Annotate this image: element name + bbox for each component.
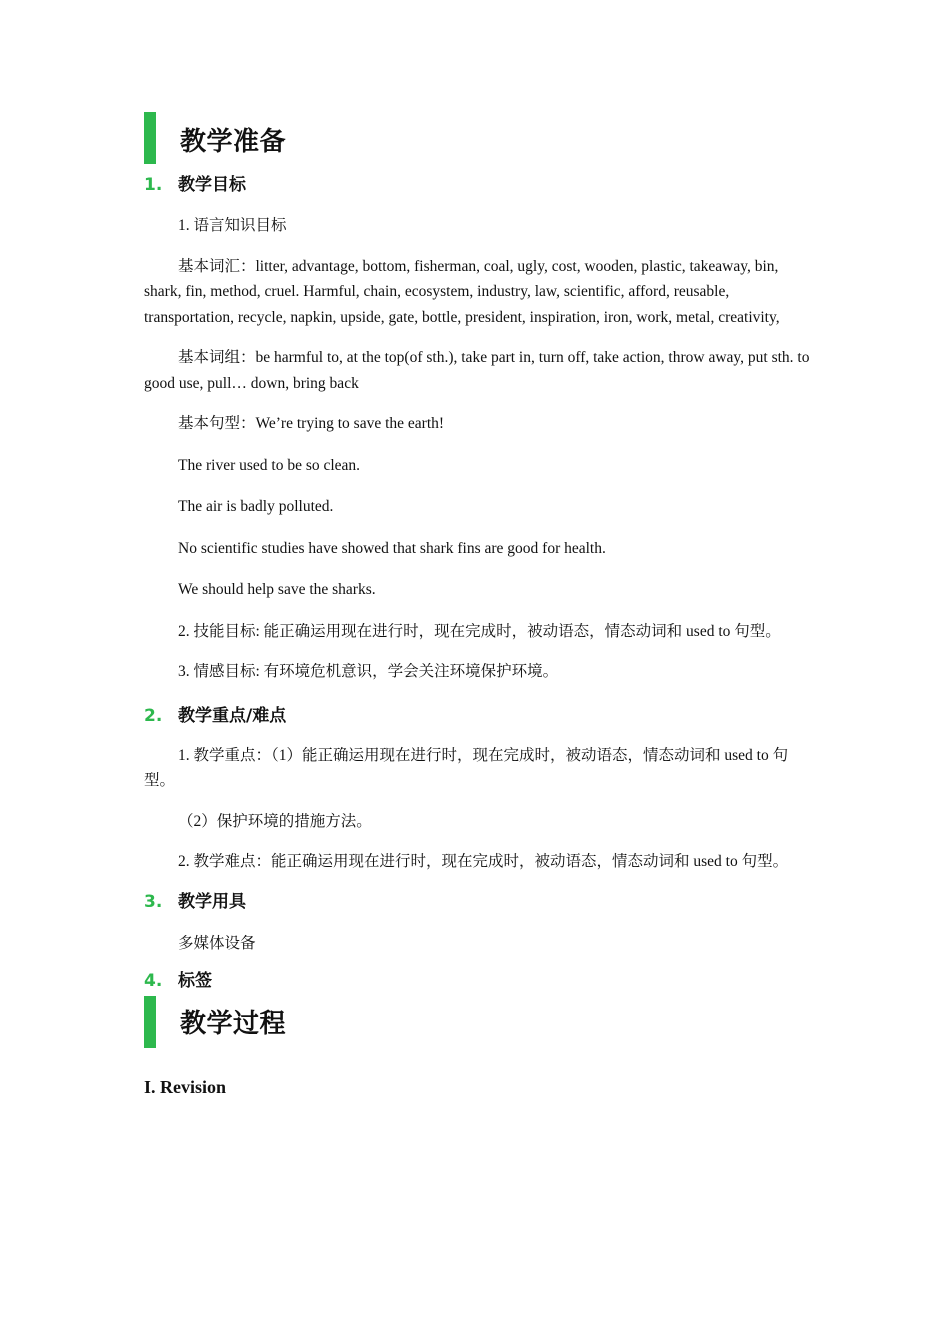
section-accent-bar: [144, 112, 156, 164]
paragraph: 基本词组：be harmful to, at the top(of sth.), take part in, turn off, take action, throw away, put sth. to good use, pull… down, bring back: [144, 349, 810, 392]
subheading-number: 3.: [144, 891, 163, 912]
paragraph: 基本词汇：litter, advantage, bottom, fisherman, coal, ugly, cost, wooden, plastic, takeaway, bin, shark, fin, method, cruel. Harmful, chain, ecosystem, industry, law, scientific, afford, reusable, transportation, recycle, napkin, upside, gate, bottle, president, inspiration, iron, work, metal, creativity,: [144, 257, 780, 326]
subheading-goals: [144, 172, 810, 200]
subheading-label: 教学用具: [178, 891, 246, 912]
paragraph: The air is badly polluted.: [178, 498, 334, 515]
subheading-label: 教学重点/难点: [178, 705, 287, 726]
subheading-focus: [144, 703, 810, 731]
paragraph: 2. 技能目标: 能正确运用现在进行时，现在完成时，被动语态，情态动词和 used to 句型。: [178, 622, 781, 640]
paragraph: No scientific studies have showed that shark fins are good for health.: [178, 539, 606, 557]
paragraph: 基本句型：We’re trying to save the earth!: [178, 415, 445, 432]
section-heading-preparation: [144, 112, 810, 164]
paragraph: 2. 教学难点：能正确运用现在进行时，现在完成时，被动语态，情态动词和 used to 句型。: [178, 853, 789, 870]
subheading-number: 1.: [144, 175, 163, 195]
paragraph: 多媒体设备: [178, 934, 256, 952]
revision-heading: I. Revision: [144, 1077, 227, 1097]
paragraph: The river used to be so clean.: [178, 456, 361, 474]
paragraph: 3. 情感目标: 有环境危机意识，学会关注环境保护环境。: [178, 663, 559, 680]
section-title: 教学过程: [180, 1009, 287, 1039]
subheading-tags: [144, 968, 810, 996]
document-content: [144, 112, 810, 1100]
section-title: 教学准备: [180, 127, 287, 157]
section-heading-process: [144, 996, 810, 1048]
paragraph: （2）保护环境的措施方法。: [178, 812, 372, 830]
paragraph: 1. 教学重点：（1）能正确运用现在进行时，现在完成时，被动语态，情态动词和 used to 句型。: [144, 746, 789, 789]
section-accent-bar: [144, 996, 156, 1048]
paragraph: 1. 语言知识目标: [178, 217, 287, 234]
subheading-tools: [144, 889, 810, 917]
subheading-label: 标签: [178, 971, 212, 991]
subheading-number: 2.: [144, 705, 163, 726]
subheading-label: 教学目标: [178, 175, 246, 195]
subheading-number: 4.: [144, 971, 163, 991]
paragraph: We should help save the sharks.: [178, 581, 376, 598]
